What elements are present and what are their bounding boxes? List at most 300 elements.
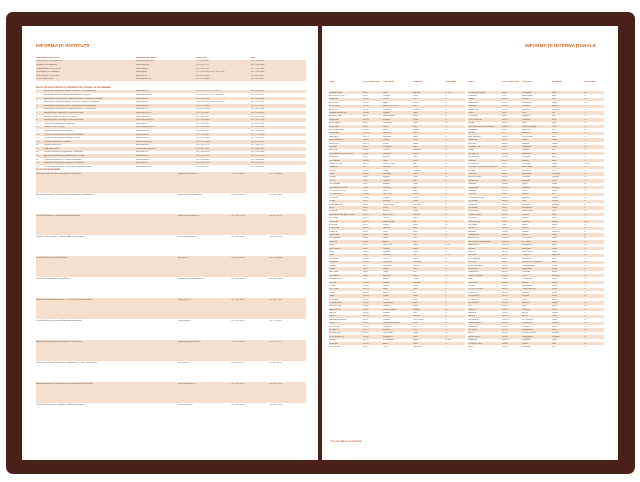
cell: 00238 bbox=[502, 274, 508, 277]
cell: Santiago bbox=[383, 173, 392, 176]
cell: 12 bbox=[36, 129, 39, 132]
cell: Libreville bbox=[522, 308, 531, 311]
entry-web: anpcdefp@anpcdefp.ro bbox=[177, 340, 201, 343]
cell: BULGARIA bbox=[329, 159, 340, 162]
cell: +1 bbox=[584, 227, 587, 230]
cell: STATELE UNITE ALE AMERICII bbox=[468, 166, 498, 169]
cell: ZIMBABWE bbox=[468, 234, 480, 237]
cell: Beirut bbox=[383, 291, 389, 294]
cell: Porto Novo bbox=[522, 251, 533, 254]
cell: 0054 bbox=[363, 115, 368, 118]
cell: 001809 bbox=[502, 125, 509, 128]
cell: PAKISTAN bbox=[468, 101, 478, 104]
cell: Yamoussoukro bbox=[522, 288, 536, 291]
cell: 00972 bbox=[363, 264, 369, 267]
cell: 021 410 0581 bbox=[196, 60, 210, 63]
cell: 0 bbox=[584, 257, 586, 260]
cell: 00387 bbox=[363, 152, 369, 155]
cell: +1 bbox=[584, 169, 587, 172]
cell: -1 bbox=[445, 98, 447, 101]
cell: Baht bbox=[552, 179, 557, 182]
cell: Institutul Național de Statistică bbox=[44, 129, 74, 132]
cell: PERU bbox=[468, 112, 474, 115]
cell: La Paz bbox=[383, 149, 390, 152]
cell: www.insse.ro bbox=[136, 129, 149, 132]
cell: 021 319 9759 bbox=[196, 155, 210, 158]
cell: TANZANIA bbox=[468, 186, 479, 189]
cell: 00213 bbox=[363, 101, 369, 104]
cell: MONACO bbox=[329, 329, 339, 332]
cell: Phenian bbox=[383, 186, 391, 189]
cell: COREEA DE SUD bbox=[329, 190, 347, 193]
cell: CEHIA bbox=[329, 169, 336, 172]
cell: Kuala Lumpur bbox=[383, 308, 396, 311]
cell: CURTEA DE CONTURI bbox=[36, 74, 60, 77]
cell: +4 bbox=[445, 139, 448, 142]
cell: 021 212 5432 bbox=[251, 104, 265, 107]
cell: 0082 bbox=[363, 190, 368, 193]
cell: -5 bbox=[445, 156, 447, 159]
cell: 0047 bbox=[363, 345, 368, 348]
cell: Manat bbox=[552, 196, 558, 199]
entry-web: cdoc@mie.ro bbox=[177, 298, 191, 301]
cell: Coroana bbox=[413, 345, 421, 348]
cell: Belmopan bbox=[522, 247, 532, 250]
cell: UZBEKISTAN bbox=[468, 213, 481, 216]
cell: -1 bbox=[445, 329, 447, 332]
cell: Dușanbe bbox=[522, 176, 531, 179]
cell: Rupia bbox=[413, 247, 419, 250]
cell: ISLANDA bbox=[329, 261, 338, 264]
cell: Bolivar bbox=[552, 220, 559, 223]
cell: SAN MARINO bbox=[468, 135, 482, 138]
cell: Franc bbox=[552, 271, 558, 274]
cell: 021 315 5207 bbox=[196, 165, 210, 168]
cell: 0053 bbox=[363, 200, 368, 203]
cell: 0052 bbox=[363, 322, 368, 325]
cell: BRAZILIA bbox=[329, 156, 339, 159]
cell: Lira bbox=[552, 149, 556, 152]
cell: BANGLADESH bbox=[329, 139, 344, 142]
cell: The Valley bbox=[522, 237, 532, 240]
cell: DENUMIRE INSTITUȚIE bbox=[36, 56, 61, 59]
cell: Agenția pentru Strategii Guvernamentale bbox=[44, 119, 84, 122]
cell: 16 bbox=[36, 144, 39, 147]
cell: Dolar bbox=[552, 240, 557, 243]
cell: -8 bbox=[584, 335, 586, 338]
cell: Euro bbox=[552, 156, 557, 159]
cell: BOSNIA-HERȚEGOVINA bbox=[329, 152, 353, 155]
left-page-title: INFORMAȚII INSTITUȚII bbox=[36, 43, 90, 48]
cell: Tokyo bbox=[383, 271, 389, 274]
cell: Dolar bbox=[552, 183, 557, 186]
cell: -1 bbox=[445, 312, 447, 315]
cell: QATAR bbox=[468, 122, 475, 125]
entry-web: ier@ier.ro bbox=[177, 256, 188, 259]
cell: Euro bbox=[413, 335, 418, 338]
cell: MAREA BRITANIE bbox=[329, 318, 347, 321]
cell: 00966 bbox=[363, 112, 369, 115]
cell: -6 1/2 bbox=[584, 220, 590, 223]
cell: Franc bbox=[552, 291, 558, 294]
cell: 00357 bbox=[363, 179, 369, 182]
cell: 00974 bbox=[502, 122, 508, 125]
cell: Lek bbox=[413, 98, 417, 101]
cell: CIAD bbox=[468, 278, 473, 281]
cell: www.cnp.ro bbox=[136, 122, 148, 125]
institution-entry bbox=[36, 298, 306, 319]
cell: Seul bbox=[383, 190, 388, 193]
cell: 00973 bbox=[363, 135, 369, 138]
cell: -7 bbox=[584, 166, 586, 169]
cell: 021 310 0771 bbox=[196, 144, 210, 147]
cell: Peso bbox=[413, 115, 418, 118]
cell: Riel bbox=[413, 162, 417, 165]
cell: 00354 bbox=[363, 261, 369, 264]
cell: +5 bbox=[584, 179, 587, 182]
cell: Reykjavik bbox=[383, 261, 392, 264]
cell: Garda Financiară bbox=[44, 144, 61, 147]
cell: 021 312 1184 bbox=[251, 67, 265, 70]
cell: Dolar bbox=[413, 122, 418, 125]
cell: GUINEEA bbox=[468, 325, 478, 328]
cell: -5 bbox=[584, 210, 586, 213]
cell: 0 bbox=[445, 264, 447, 267]
cell: Dinar bbox=[413, 274, 418, 277]
cell: Ulan Bator bbox=[383, 332, 393, 335]
cell: -6 bbox=[584, 240, 586, 243]
cell: ȚARA bbox=[468, 81, 474, 83]
cell: FRANȚA bbox=[329, 230, 338, 233]
cell: COREEA DE NORD bbox=[329, 186, 348, 189]
institution-entry bbox=[36, 235, 306, 256]
cell: BARBADOS bbox=[468, 244, 480, 247]
cell: 00355 bbox=[363, 98, 369, 101]
cell: -6 bbox=[584, 329, 586, 332]
cell: 19 bbox=[36, 155, 39, 158]
cell: PREȘEDINȚIA ROMÂNIEI bbox=[36, 60, 62, 63]
cell: 0 bbox=[445, 288, 447, 291]
cell: BELARUS bbox=[329, 142, 339, 145]
cell: FILIPINE bbox=[329, 223, 338, 226]
cell: -1 bbox=[584, 278, 586, 281]
cell: -1 bbox=[445, 305, 447, 308]
cell: Dakar bbox=[522, 139, 528, 142]
cell: Franc bbox=[552, 288, 558, 291]
cell: 00507 bbox=[502, 105, 508, 108]
cell: Shilling bbox=[413, 281, 420, 284]
cell: Buenos Aires bbox=[383, 115, 396, 118]
cell: 00378 bbox=[502, 135, 508, 138]
cell: UCRAINA bbox=[468, 200, 478, 203]
cell: Khartoum bbox=[522, 169, 532, 172]
cell: Rial bbox=[413, 254, 417, 257]
cell: FINLANDA bbox=[329, 227, 340, 230]
cell: Zlot bbox=[552, 115, 556, 118]
cell: Belgrad bbox=[522, 142, 530, 145]
entry-text: Ministerul Integrării Europene — Centrul de Documentare bbox=[36, 298, 92, 301]
cell: POLONIA bbox=[468, 115, 478, 118]
cell: 15 bbox=[36, 140, 39, 143]
cell: 0 bbox=[445, 206, 447, 209]
cell: JAMAICA bbox=[468, 339, 478, 342]
cell: 007 bbox=[502, 132, 506, 135]
cell: -8 bbox=[584, 247, 586, 250]
cell: ECUADOR bbox=[468, 298, 479, 301]
cell: 0049 bbox=[363, 237, 368, 240]
cell: 0092 bbox=[502, 101, 507, 104]
cell: -1 bbox=[445, 108, 447, 111]
cell: 00241 bbox=[502, 308, 508, 311]
cell: Dalasi bbox=[552, 312, 558, 315]
cell: -1 bbox=[445, 342, 447, 345]
cell: Madrid bbox=[522, 159, 529, 162]
cell: Pretoria bbox=[383, 95, 391, 98]
cell: -1 bbox=[445, 169, 447, 172]
cell: Peso bbox=[552, 125, 557, 128]
cell: Dolar bbox=[552, 91, 557, 94]
cell: MOLDOVA bbox=[329, 325, 340, 328]
cell: Dolar bbox=[552, 247, 557, 250]
cell: 0086 bbox=[363, 176, 368, 179]
cell: Rupia bbox=[552, 101, 558, 104]
cell: COD TELEFONIC bbox=[363, 81, 380, 83]
cell: 021 312 4365 bbox=[251, 97, 265, 100]
cell: Tunis bbox=[522, 190, 528, 193]
cell: 0093 bbox=[363, 91, 368, 94]
cell: Helsinki bbox=[383, 227, 391, 230]
cell: LETONIA bbox=[329, 288, 338, 291]
cell: 00218 bbox=[363, 295, 369, 298]
cell: www.publicinfo.ro bbox=[136, 119, 154, 122]
cell: -7 bbox=[584, 112, 586, 115]
entry-phone: 021 410 7500 bbox=[231, 403, 245, 406]
cell: 00963 bbox=[502, 149, 508, 152]
cell: REPUBLICA DOMINICANĂ bbox=[468, 125, 494, 128]
left-page bbox=[22, 26, 318, 460]
cell: +6 bbox=[584, 183, 587, 186]
entry-phone: 021 315 3485 bbox=[231, 277, 245, 280]
cell: GUVERNUL ROMÂNIEI bbox=[36, 71, 60, 74]
cell: Lira bbox=[552, 193, 556, 196]
cell: Ciudad de Mexico bbox=[383, 322, 400, 325]
cell: 0041 bbox=[363, 210, 368, 213]
cell: Wellington bbox=[522, 91, 532, 94]
cell: Marca bbox=[413, 152, 419, 155]
entry-fax: 021 302 5264 bbox=[268, 382, 282, 385]
cell: Euro bbox=[413, 227, 418, 230]
cell: PARAGUAY bbox=[468, 108, 480, 111]
cell: Rial bbox=[552, 98, 556, 101]
cell: ESTONIA bbox=[329, 217, 339, 220]
countries-table-left bbox=[329, 80, 465, 349]
cell: Nairobi bbox=[383, 281, 390, 284]
cell: 00229 bbox=[502, 251, 508, 254]
cell: GHANA bbox=[468, 315, 476, 318]
cell: Boliviano bbox=[413, 149, 422, 152]
cell: Franc bbox=[413, 210, 419, 213]
cell: 0094 bbox=[502, 162, 507, 165]
cell: Port-au-Prince bbox=[522, 332, 536, 335]
cell: ETIOPIA bbox=[329, 220, 338, 223]
cell: 00356 bbox=[363, 312, 369, 315]
cell: 0 bbox=[584, 230, 586, 233]
cell: Euro bbox=[413, 125, 418, 128]
cell: Singapore bbox=[522, 145, 532, 148]
cell: 0 bbox=[445, 274, 447, 277]
cell: 0032 bbox=[363, 145, 368, 148]
cell: ARABIA SAUDITĂ bbox=[329, 112, 347, 115]
cell: Rupia bbox=[552, 162, 558, 165]
cell: 00976 bbox=[363, 332, 369, 335]
cell: +1 bbox=[584, 122, 587, 125]
cell: Peso bbox=[413, 322, 418, 325]
cell: 021 303 9836 bbox=[251, 115, 265, 118]
cell: Varșovia bbox=[522, 115, 530, 118]
cell: Bratislava bbox=[522, 152, 532, 155]
cell: GUYANA bbox=[468, 329, 477, 332]
cell: Lempira bbox=[552, 335, 560, 338]
cell: 021 314 3400 / 021 319 1564 bbox=[196, 71, 225, 74]
cell: Baku bbox=[383, 128, 388, 131]
cell: -1 bbox=[584, 152, 586, 155]
cell: BELIZE bbox=[468, 247, 476, 250]
institution-entry bbox=[36, 319, 306, 340]
cell: -7 bbox=[584, 332, 586, 335]
cell: 00267 bbox=[502, 257, 508, 260]
cell: 0039 bbox=[502, 217, 507, 220]
cell: 00352 bbox=[363, 301, 369, 304]
cell: Teheran bbox=[383, 254, 391, 257]
cell: 001242 bbox=[363, 132, 370, 135]
cell: 0 bbox=[445, 298, 447, 301]
cell: Kwanza bbox=[413, 108, 421, 111]
cell: 021 302 7030 bbox=[196, 147, 210, 150]
cell: Euro bbox=[413, 179, 418, 182]
cell: Tenge bbox=[413, 278, 419, 281]
cell: 0 bbox=[584, 149, 586, 152]
entry-phone: 021 314 2696 bbox=[231, 256, 245, 259]
cell: 021 314 3462 bbox=[251, 90, 265, 93]
section-title: INSTITUȚII EUROPENE bbox=[36, 168, 306, 172]
cell: Euro bbox=[552, 152, 557, 155]
cell: Thimphu bbox=[522, 254, 531, 257]
cell: -1 bbox=[445, 145, 447, 148]
entry-fax: 021 301 1505 bbox=[268, 298, 282, 301]
cell: Cedi bbox=[552, 315, 557, 318]
cell: +7 bbox=[445, 186, 448, 189]
cell: Guarani bbox=[552, 108, 560, 111]
cell: -7 bbox=[584, 298, 586, 301]
cell: Rubla bbox=[413, 142, 419, 145]
cell: Lira bbox=[552, 169, 556, 172]
cell: Abuja bbox=[383, 342, 389, 345]
cell: 001767 bbox=[502, 295, 509, 298]
cell: Agenția Națională pentru Ocupare bbox=[44, 115, 78, 118]
entry-phone: 021 319 0114 bbox=[231, 361, 245, 364]
cell: +3 1/2 bbox=[584, 162, 590, 165]
cell: 00257 bbox=[502, 268, 508, 270]
cell: Bridgetown bbox=[522, 244, 533, 247]
cell: București bbox=[522, 128, 531, 131]
cell: 1 bbox=[36, 90, 38, 93]
cell: Dolar bbox=[552, 261, 557, 264]
cell: ITALIA bbox=[329, 268, 336, 270]
cell: 00291 bbox=[502, 301, 508, 304]
entry-fax: 021 410 7501 bbox=[268, 403, 282, 406]
cell: Banjul bbox=[522, 312, 528, 315]
entry-text: Centrul de Resurse pentru Educație Europeană bbox=[36, 319, 83, 322]
cell: 021 307 8600 bbox=[196, 74, 210, 77]
entry-phone: 021 316 4522 bbox=[231, 319, 245, 322]
cell: CAPITALA bbox=[522, 81, 533, 83]
cell: 021 315 3630 / 021 310 0789 bbox=[196, 101, 225, 104]
cell: Sol bbox=[552, 112, 556, 115]
cell: 4 bbox=[36, 101, 38, 104]
entry-phone: 021 203 5400 bbox=[231, 172, 245, 175]
cell: Autoritatea Națională de Reglementare în Comunicații bbox=[44, 108, 97, 111]
cell: NORVEGIA bbox=[329, 345, 340, 348]
cell: Autoritatea Națională de Reglementare în Domeniul Energiei bbox=[44, 97, 103, 100]
cell: -7 bbox=[445, 166, 447, 169]
cell: 00998 bbox=[502, 213, 508, 216]
cell: COTE D'IVOIRE bbox=[468, 288, 484, 291]
cell: +7 bbox=[445, 190, 448, 193]
cell: Coroana bbox=[413, 203, 421, 206]
entry-fax: 021 405 0886 bbox=[268, 193, 282, 196]
cell: 021 312 4967 bbox=[251, 162, 265, 165]
cell: Tașkent bbox=[522, 213, 530, 216]
cell: IORDANIA bbox=[329, 274, 340, 277]
cell: Guatemala bbox=[522, 322, 533, 325]
cell: Lusaka bbox=[522, 230, 529, 233]
cell: +1 bbox=[584, 301, 587, 304]
cell: 021 326 6848 bbox=[251, 158, 265, 161]
cell: Podgorica bbox=[383, 335, 393, 338]
cell: 00501 bbox=[502, 247, 508, 250]
cell: FUS ORAR* bbox=[584, 81, 596, 83]
cell: 0027 bbox=[363, 95, 368, 98]
cell: 0 bbox=[445, 291, 447, 294]
footnote: * Fus orar față de ora României bbox=[330, 441, 363, 443]
entry-web: crep@edu.ro bbox=[177, 319, 191, 322]
cell: Muscat bbox=[522, 98, 529, 101]
cell: Euro bbox=[413, 217, 418, 220]
cell: 8 bbox=[36, 115, 38, 118]
cell: Dolar bbox=[552, 237, 557, 240]
cell: IRAK bbox=[329, 251, 334, 254]
cell: www.gov.ro bbox=[136, 71, 148, 74]
cell: 00237 bbox=[502, 271, 508, 274]
cell: -8 bbox=[445, 193, 447, 196]
cell: Nakfa bbox=[552, 301, 558, 304]
cell: ANTIGUA ȘI BARBUDA bbox=[468, 240, 491, 243]
cell: 021 310 0770 bbox=[251, 144, 265, 147]
cell: ROMÂNIA bbox=[468, 128, 478, 131]
cell: 021 313 8251 bbox=[251, 140, 265, 143]
cell: 0044 bbox=[363, 318, 368, 321]
cell: ISRAEL bbox=[329, 264, 337, 267]
cell: Riyal bbox=[552, 122, 557, 125]
cell: Leva bbox=[413, 159, 418, 162]
cell: 2 bbox=[36, 93, 38, 96]
cell: COMORE bbox=[468, 281, 478, 284]
cell: Dolar bbox=[552, 318, 557, 321]
cell: Oficiul Național pentru Prevenirea Spălării Banilor bbox=[44, 165, 93, 168]
cell: ANDORRA bbox=[329, 105, 340, 108]
cell: Grivna bbox=[552, 200, 559, 203]
cell: SERBIA bbox=[468, 142, 476, 145]
